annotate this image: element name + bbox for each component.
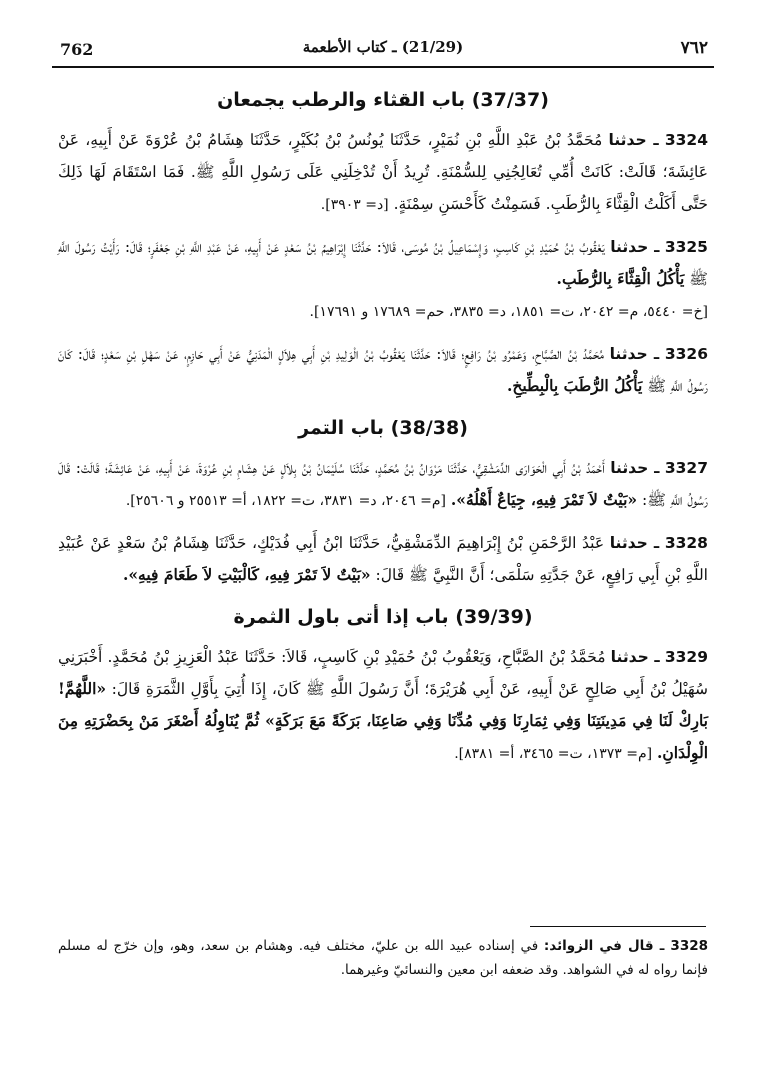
hadith-3329	[58, 641, 708, 770]
chapter-title: (39/39) باب إذا أتى باول الثمرة	[233, 606, 533, 628]
hadith-lead: ـ حدثنا	[609, 345, 660, 363]
hadith-quote: «بَيْتٌ لاَ تَمْرَ فِيهِ، جِيَاعٌ أَهْلُهُ».	[450, 490, 638, 509]
hadith-reference: [م= ٢٠٤٦، د= ٣٨٣١، ت= ١٨٢٢، أ= ٢٥٥١٣ و ٢٥٦٠٦].	[125, 493, 446, 509]
hadith-lead: ـ حدثنا	[610, 238, 660, 256]
chapter-title: (37/37) باب القثاء والرطب يجمعان	[217, 89, 549, 111]
footnote	[58, 934, 708, 982]
hadith-lead: ـ حدثنا	[608, 131, 659, 149]
hadith-3325	[58, 231, 708, 328]
hadith-lead: ـ حدثنا	[609, 534, 660, 552]
footnote-label: 3328 ـ قال في الزوائد:	[543, 938, 708, 954]
hadith-reference: [خ= ٥٤٤٠، م= ٢٠٤٢، ت= ١٨٥١، د= ٣٨٣٥، حم= ١٧٦٨٩ و ١٧٦٩١].	[309, 304, 708, 320]
page-number-arabic: ٧٦٢	[680, 38, 708, 58]
hadith-3328	[58, 527, 708, 591]
hadith-3326	[58, 338, 708, 402]
page-content	[58, 84, 708, 780]
hadith-number: 3324	[664, 131, 708, 149]
hadith-quote: «اللَّهُمَّ! بَارِكْ لَنَا فِي مَدِينَتِنَا وَفِي ثِمَارِنَا وَفِي مُدِّنَا وَفِي صَاعِنَا، بَرَكَةً مَعَ بَرَكَةٍ» ثُمَّ يُنَاوِلُهُ أَصْغَرَ مَنْ بِحَضْرَتِهِ مِنَ الْوِلْدَانِ.	[58, 679, 708, 762]
hadith-text: عَبْدُ الرَّحْمَنِ بْنُ إِبْرَاهِيمَ الدِّمَشْقِيُّ، حَدَّثَنَا ابْنُ أَبِي فُدَيْكٍ، حَدَّثَنَا هِشَامُ بْنُ سَعْدٍ عَنْ عُبَيْدِ اللَّهِ بْنِ أَبِي رَافِعٍ، عَنْ جَدَّتِهِ سَلْمَى؛ أَنَّ النَّبِيَّ ﷺ قَالَ:	[58, 534, 708, 584]
hadith-3327	[58, 452, 708, 517]
footnote-rule	[530, 926, 706, 927]
hadith-text: مُحَمَّدُ بْنُ عَبْدِ اللَّهِ بْنِ نُمَيْرٍ، حَدَّثَنَا يُونُسُ بْنُ بُكَيْرٍ، حَدَّثَنَا هِشَامُ بْنُ عُرْوَةَ عَنْ أَبِيهِ، عَنْ عَائِشَةَ؛ قَالَتْ: كَانَتْ أُمِّي تُعَالِجُنِي لِلسُّمْنَةِ. تُرِيدُ أَنْ تُدْخِلَنِي عَلَى رَسُولِ اللَّهِ ﷺ. فَمَا اسْتَقَامَ لَهَا ذَلِكَ حَتَّى أَكَلْتُ الْقِثَّاءَ بِالرُّطَبِ. فَسَمِنْتُ كَأَحْسَنِ سِمْنَةٍ.	[58, 131, 708, 213]
hadith-quote: يَأْكُلُ الرُّطَبَ بِالْبِطِّيخِ.	[506, 376, 643, 395]
hadith-number: 3329	[664, 648, 708, 666]
footnote-text: في إسناده عبيد الله بن عليّ، مختلف فيه. وهشام بن سعد، وهو، وإن خرّج له مسلم فإنما رواه له في الشواهد. وقد ضعفه ابن معين والنسائيّ وغيرهما.	[58, 938, 708, 978]
hadith-text: يَعْقُوبُ بْنُ حُمَيْدِ بْنِ كَاسِبٍ، وَإِسْمَاعِيلُ بْنُ مُوسَى، قَالاَ: حَدَّثَنَا إِبْرَاهِيمُ بْنُ سَعْدٍ عَنْ أَبِيهِ، عَنْ عَبْدِ اللَّهِ بْنِ جَعْفَرٍ؛ قَالَ: رَأَيْتُ رَسُولَ اللَّهِ ﷺ	[58, 238, 708, 288]
hadith-text: أَحْمَدُ بْنُ أَبِي الْحَوَارَى الدِّمَشْقِيُّ، حَدَّثَنَا مَرْوَانُ بْنُ مُحَمَّدٍ، حَدَّثَنَا سُلَيْمَانُ بْنُ بِلاَلٍ عَنْ هِشَامِ بْنِ عُرْوَةَ، عَنْ أَبِيهِ، عَنْ عَائِشَةَ؛ قَالَتْ: قَالَ رَسُولُ اللَّهِ ﷺ:	[58, 459, 708, 509]
hadith-text: مُحَمَّدُ بْنُ الصَّبَّاحِ، وَعَمْرُو بْنُ رَافِعٍ؛ قَالاَ: حَدَّثَنَا يَعْقُوبُ بْنُ الْوَلِيدِ بْنِ أَبِي هِلاَلٍ الْمَدَنِيُّ عَنْ أَبِي حَازِمٍ، عَنْ سَهْلِ بْنِ سَعْدٍ؛ قَالَ: كَانَ رَسُولُ اللَّهِ ﷺ	[58, 345, 708, 395]
hadith-lead: ـ حدثنا	[610, 459, 660, 477]
hadith-quote: «بَيْتٌ لاَ تَمْرَ فِيهِ، كَالْبَيْتِ لاَ طَعَامَ فِيهِ».	[122, 565, 371, 584]
page-number-latin: 762	[60, 40, 94, 59]
hadith-reference: [د= ٣٩٠٣].	[320, 197, 389, 213]
hadith-reference: [م= ١٣٧٣، ت= ٣٤٦٥، أ= ٨٣٨١].	[454, 746, 653, 762]
hadith-number: 3326	[664, 345, 708, 363]
hadith-text: مُحَمَّدُ بْنُ الصَّبَّاحِ، وَيَعْقُوبُ بْنُ حُمَيْدِ بْنِ كَاسِبٍ، قَالاَ: حَدَّثَنَا عَبْدُ الْعَزِيزِ بْنُ مُحَمَّدٍ. أَخْبَرَنِي سُهَيْلُ بْنُ أَبِي صَالِحٍ عَنْ أَبِيهِ، عَنْ أَبِي هُرَيْرَةَ؛ أَنَّ رَسُولَ اللَّهِ ﷺ كَانَ، إِذَا أُتِيَ بِأَوَّلِ الثَّمَرَةِ قَالَ:	[58, 648, 708, 698]
hadith-number: 3327	[664, 459, 708, 477]
running-title: (21/29) ـ كتاب الأطعمة	[302, 38, 464, 56]
chapter-title: (38/38) باب التمر	[298, 417, 468, 439]
hadith-number: 3325	[664, 238, 708, 256]
page-header	[52, 34, 714, 64]
hadith-3324	[58, 124, 708, 221]
header-rule	[52, 66, 714, 68]
hadith-lead: ـ حدثنا	[610, 648, 660, 666]
hadith-quote: يَأْكُلُ الْقِثَّاءَ بِالرُّطَبِ.	[556, 269, 685, 288]
hadith-number: 3328	[664, 534, 708, 552]
